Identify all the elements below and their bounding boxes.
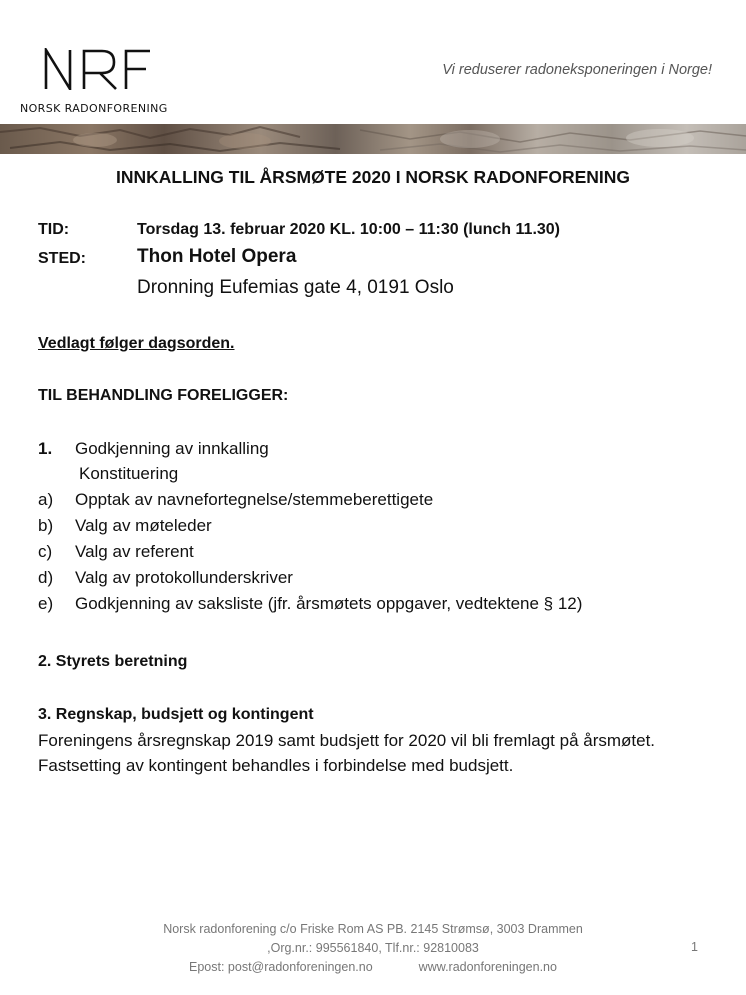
nrf-logo-mark [42,48,152,90]
venue-name: Thon Hotel Opera [137,246,297,267]
subitem-text: Godkjenning av saksliste (jfr. årsmøtets oppgaver, vedtektene § 12) [75,594,583,613]
subitem-letter: d) [38,568,54,587]
footer-website: www.radonforeningen.no [418,960,557,974]
subitem-letter: e) [38,594,54,613]
footer-contact [0,958,746,977]
time-value: Torsdag 13. februar 2020 KL. 10:00 – 11:30 (lunch 11.30) [137,221,561,238]
tagline: Vi reduserer radoneksponeringen i Norge! [442,62,712,78]
agenda-subitem-d [38,568,293,588]
subitem-letter: b) [38,516,54,535]
agenda-heading: TIL BEHANDLING FORELIGGER: [38,387,289,404]
agenda-subitem-c [38,542,194,562]
time-label: TID: [38,221,70,238]
agenda-item-3: 3. Regnskap, budsjett og kontingent [38,706,314,723]
venue-address: Dronning Eufemias gate 4, 0191 Oslo [137,277,454,298]
agenda-item-1-label: Godkjenning av innkalling [75,439,269,458]
agenda-item-2: 2. Styrets beretning [38,653,188,670]
subitem-letter: c) [38,542,53,561]
logo [14,48,214,118]
footer [0,920,746,977]
footer-address: Norsk radonforening c/o Friske Rom AS PB. 2145 Strømsø, 3003 Drammen [163,922,583,936]
subitem-text: Valg av møteleder [75,516,212,535]
place-label: STED: [38,250,86,267]
agenda-item-1-number: 1. [38,439,53,458]
subitem-letter: a) [38,490,54,509]
logo-text: NORSK RADONFORENING [20,102,168,115]
agenda-subitem-a [38,490,433,510]
agenda-item-1-subheading: Konstituering [79,464,179,483]
subitem-text: Opptak av navnefortegnelse/stemmeberettigete [75,490,434,509]
footer-org-phone: ,Org.nr.: 995561840, Tlf.nr.: 92810083 [267,941,479,955]
agenda-item-3-text: Foreningens årsregnskap 2019 samt budsjett for 2020 vil bli fremlagt på årsmøtet. Fastsetting av kontingent behandles i forbindelse med budsjett. [38,731,656,775]
agenda-item-1 [38,439,269,459]
stone-banner-image [0,124,746,154]
agenda-subitem-b [38,516,212,536]
footer-email: Epost: post@radonforeningen.no [189,960,373,974]
document-title: INNKALLING TIL ÅRSMØTE 2020 I NORSK RADONFORENING [115,167,631,187]
subitem-text: Valg av referent [75,542,194,561]
attached-agenda-note: Vedlagt følger dagsorden. [38,335,235,352]
page-number: 1 [691,940,698,954]
agenda-subitem-e [38,594,582,614]
place-row [38,250,137,268]
subitem-text: Valg av protokollunderskriver [75,568,293,587]
time-row [38,221,560,239]
